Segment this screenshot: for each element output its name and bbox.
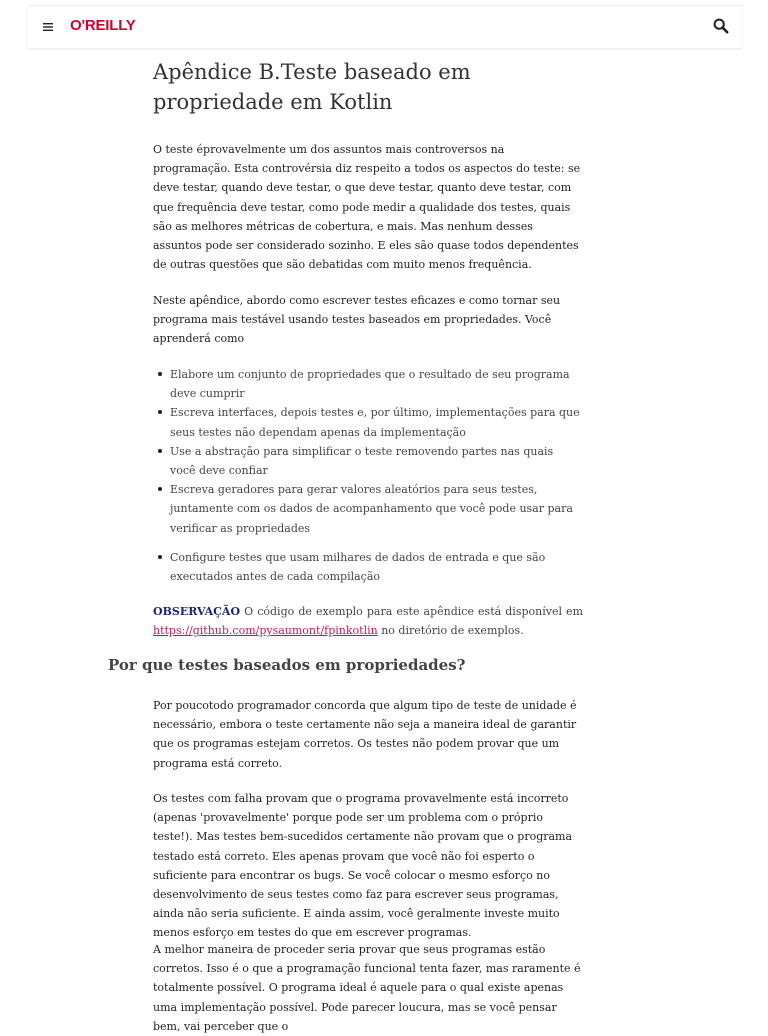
list-item: Elabore um conjunto de propriedades que o resultado de seu programa deve cumprir xyxy=(153,365,581,403)
oreilly-logo[interactable]: O'REILLY xyxy=(70,17,136,34)
section-paragraph-1: Por poucotodo programador concorda que algum tipo de teste de unidade é necessário, embora o teste certamente não seja a maneira ideal de garantir que os programas estejam corretos. Os testes não podem provar que um programa está correto. xyxy=(153,699,577,770)
note-text-before: O código de exemplo para este apêndice está disponível em xyxy=(240,605,583,618)
intro-paragraph-2: Neste apêndice, abordo como escrever testes eficazes e como tornar seu programa mais testável usando testes baseados em propriedades. Você aprenderá como xyxy=(153,294,561,346)
search-icon[interactable] xyxy=(712,17,730,35)
section-paragraph-3: A melhor maneira de proceder seria provar que seus programas estão corretos. Isso é o que a programação funcional tenta fazer, mas raramente é totalmente possível. O programa ideal é aquele para o qual existe apenas uma implementação possível. Pode parecer loucura, mas se você pensar bem, vai perceber que o xyxy=(153,943,581,1033)
hamburger-menu-icon[interactable] xyxy=(41,19,55,33)
list-item: Escreva interfaces, depois testes e, por último, implementações para que seus testes não dependam apenas da implementação xyxy=(153,403,581,441)
intro-paragraph-1: O teste éprovavelmente um dos assuntos mais controversos na programação. Esta controvérsia diz respeito a todos os aspectos do teste: se deve testar, quando deve testar, o que deve testar, quanto deve testar, com que frequência deve testar, como pode medir a qualidade dos testes, quais são as melhores métricas de cobertura, e mais. Mas nenhum desses assuntos pode ser considerado sozinho. E eles são quase todos dependentes de outras questões que são debatidas com muito menos frequência. xyxy=(153,143,581,272)
note-text-after: no diretório de exemplos. xyxy=(377,624,524,638)
list-item: Use a abstração para simplificar o teste removendo partes nas quais você deve confiar xyxy=(153,442,581,480)
list-item: Escreva geradores para gerar valores aleatórios para seus testes, juntamente com os dados de acompanhamento que você pode usar para verificar as propriedades xyxy=(153,480,581,538)
learning-objectives-list xyxy=(153,365,581,586)
github-link[interactable]: https://github.com/pysaumont/fpinkotlin xyxy=(153,624,378,638)
section-title: Por que testes baseados em propriedades? xyxy=(108,656,466,674)
list-item: Configure testes que usam milhares de dados de entrada e que são executados antes de cada compilação xyxy=(153,548,581,586)
top-navigation-bar xyxy=(28,5,742,48)
section-paragraph-2: Os testes com falha provam que o programa provavelmente está incorreto (apenas 'provavelmente' porque pode ser um problema com o próprio teste!). Mas testes bem-sucedidos certamente não provam que o programa testado está correto. Eles apenas provam que você não foi esperto o suficiente para encontrar os bugs. Se você colocar o mesmo esforço no desenvolvimento de seus testes como faz para escrever seus programas, ainda não seria suficiente. E ainda assim, você geralmente investe muito menos esforço em testes do que em escrever programas. xyxy=(153,792,573,940)
chapter-title: Apêndice B.Teste baseado em propriedade em Kotlin xyxy=(153,60,471,114)
note-label: OBSERVAÇÃO xyxy=(153,605,241,618)
note-box xyxy=(153,602,583,640)
